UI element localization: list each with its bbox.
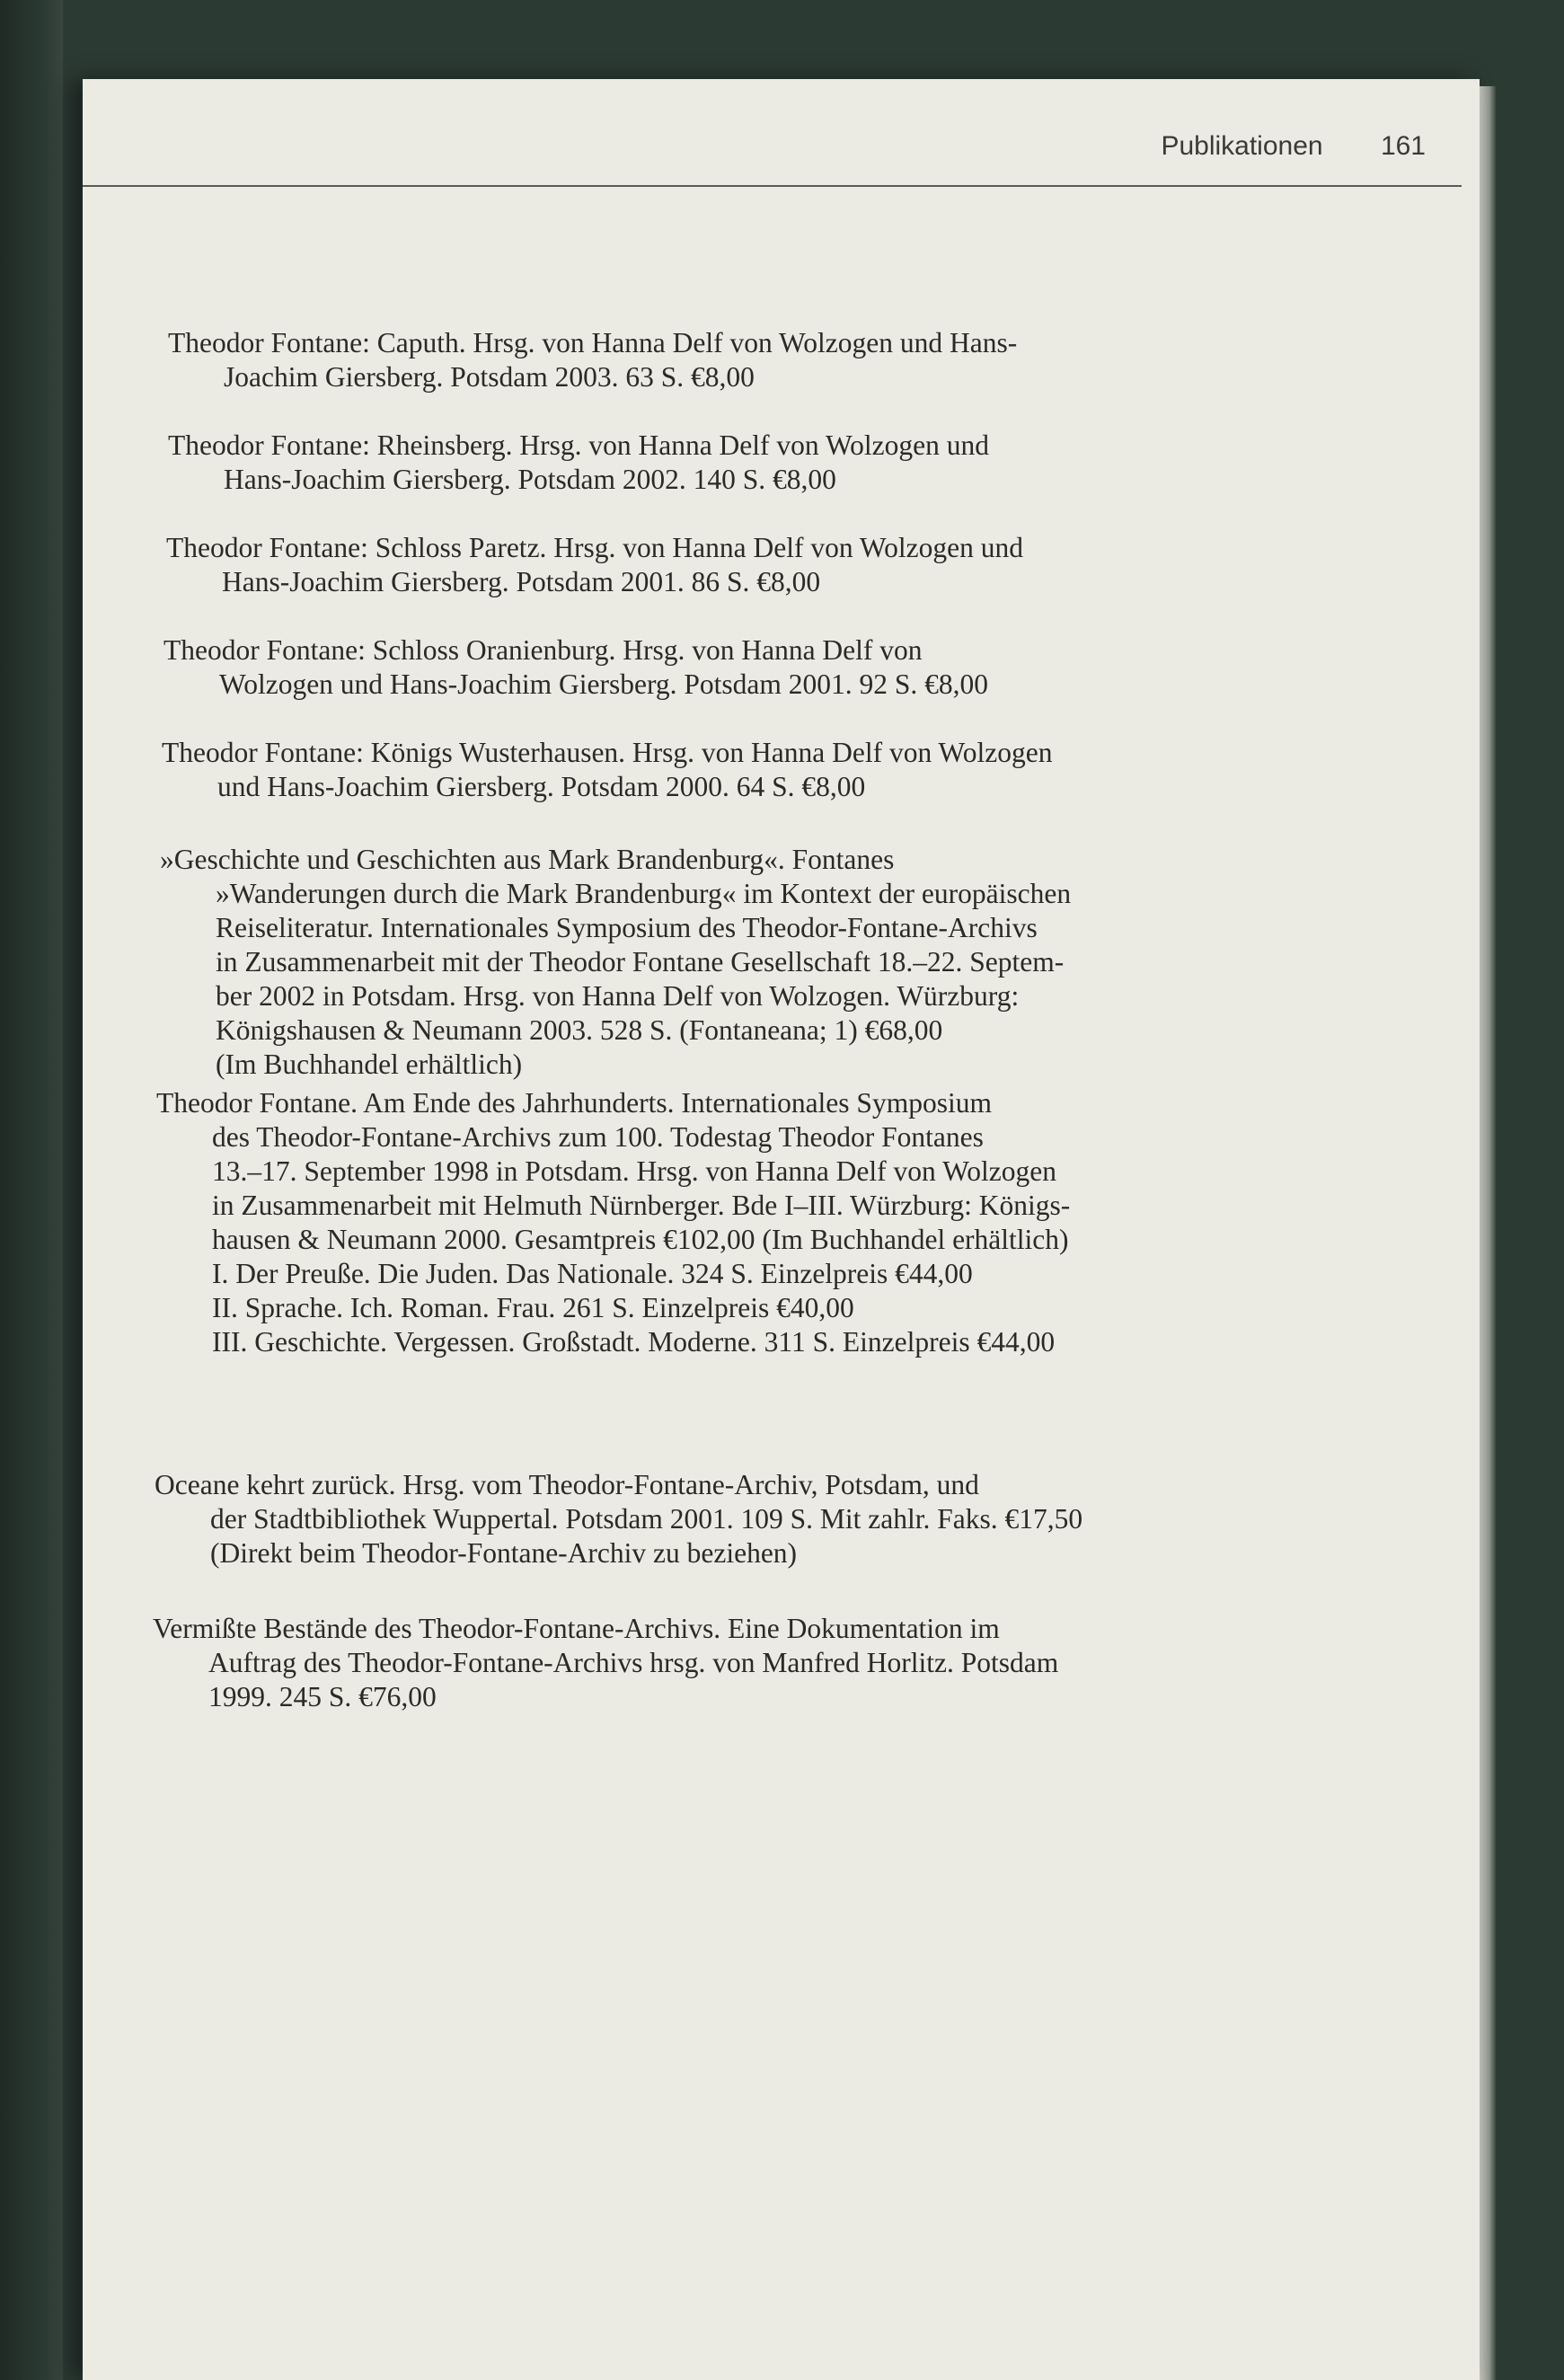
entry-line: in Zusammenarbeit mit Helmuth Nürnberger. Bde I–III. Würzburg: Königs- (212, 1190, 1071, 1221)
entry-line: Theodor Fontane: Schloss Paretz. Hrsg. von Hanna Delf von Wolzogen und (166, 532, 1023, 563)
publication-entry (166, 531, 1023, 599)
entry-line: Theodor Fontane. Am Ende des Jahrhunderts. Internationales Symposium (156, 1087, 992, 1119)
entry-line: des Theodor-Fontane-Archivs zum 100. Todestag Theodor Fontanes (212, 1121, 984, 1153)
entry-line: Theodor Fontane: Königs Wusterhausen. Hrsg. von Hanna Delf von Wolzogen (162, 737, 1053, 768)
entry-line: III. Geschichte. Vergessen. Großstadt. Moderne. 311 S. Einzelpreis €44,00 (212, 1326, 1056, 1358)
entry-line: der Stadtbibliothek Wuppertal. Potsdam 2001. 109 S. Mit zahlr. Faks. €17,50 (210, 1503, 1083, 1535)
entry-line: Auftrag des Theodor-Fontane-Archivs hrsg. von Manfred Horlitz. Potsdam (208, 1647, 1059, 1678)
publication-entry (168, 326, 1017, 394)
publication-list (83, 79, 1480, 2380)
entry-line: Hans-Joachim Giersberg. Potsdam 2002. 140 S. €8,00 (224, 464, 836, 495)
entry-line: Königshausen & Neumann 2003. 528 S. (Fontaneana; 1) €68,00 (216, 1014, 943, 1046)
publication-entry (162, 736, 1052, 804)
entry-line: Theodor Fontane: Schloss Oranienburg. Hrsg. von Hanna Delf von (163, 634, 923, 666)
section-title: Publikationen (1161, 131, 1323, 161)
publication-entry (163, 633, 988, 702)
entry-line: Reiseliteratur. Internationales Symposium des Theodor-Fontane-Archivs (216, 912, 1038, 943)
entry-line: (Im Buchhandel erhältlich) (216, 1048, 523, 1080)
entry-line: Theodor Fontane: Rheinsberg. Hrsg. von Hanna Delf von Wolzogen und (168, 429, 990, 461)
entry-line: Vermißte Bestände des Theodor-Fontane-Archivs. Eine Dokumentation im (153, 1613, 1000, 1644)
entry-line: Joachim Giersberg. Potsdam 2003. 63 S. €8,00 (224, 361, 755, 393)
publication-entry (160, 843, 1071, 1082)
publication-entry (153, 1612, 1058, 1714)
entry-line: Wolzogen und Hans-Joachim Giersberg. Potsdam 2001. 92 S. €8,00 (219, 668, 989, 700)
background-edge (0, 0, 63, 2380)
publication-entry (156, 1086, 1070, 1359)
entry-line: und Hans-Joachim Giersberg. Potsdam 2000. 64 S. €8,00 (217, 771, 866, 802)
entry-line: 1999. 245 S. €76,00 (208, 1681, 437, 1712)
entry-line: in Zusammenarbeit mit der Theodor Fontane Gesellschaft 18.–22. Septem- (216, 946, 1065, 978)
entry-line: 13.–17. September 1998 in Potsdam. Hrsg. von Hanna Delf von Wolzogen (212, 1155, 1057, 1187)
entry-line: (Direkt beim Theodor-Fontane-Archiv zu beziehen) (210, 1537, 798, 1569)
entry-line: Hans-Joachim Giersberg. Potsdam 2001. 86 S. €8,00 (222, 566, 821, 597)
entry-line: Oceane kehrt zurück. Hrsg. vom Theodor-Fontane-Archiv, Potsdam, und (155, 1469, 979, 1500)
page-number: 161 (1380, 131, 1426, 161)
entry-line: Theodor Fontane: Caputh. Hrsg. von Hanna Delf von Wolzogen und Hans- (168, 327, 1018, 358)
book-page (83, 79, 1480, 2380)
publication-entry (155, 1468, 1082, 1570)
publication-entry (168, 429, 989, 497)
entry-line: hausen & Neumann 2000. Gesamtpreis €102,00 (Im Buchhandel erhältlich) (212, 1224, 1069, 1255)
entry-line: II. Sprache. Ich. Roman. Frau. 261 S. Einzelpreis €40,00 (212, 1292, 854, 1323)
entry-line: ber 2002 in Potsdam. Hrsg. von Hanna Delf von Wolzogen. Würzburg: (216, 980, 1020, 1012)
page-edge (1480, 86, 1496, 2380)
entry-line: »Geschichte und Geschichten aus Mark Brandenburg«. Fontanes (160, 844, 895, 875)
entry-line: »Wanderungen durch die Mark Brandenburg« im Kontext der europäischen (216, 878, 1072, 909)
entry-line: I. Der Preuße. Die Juden. Das Nationale. 324 S. Einzelpreis €44,00 (212, 1258, 973, 1289)
